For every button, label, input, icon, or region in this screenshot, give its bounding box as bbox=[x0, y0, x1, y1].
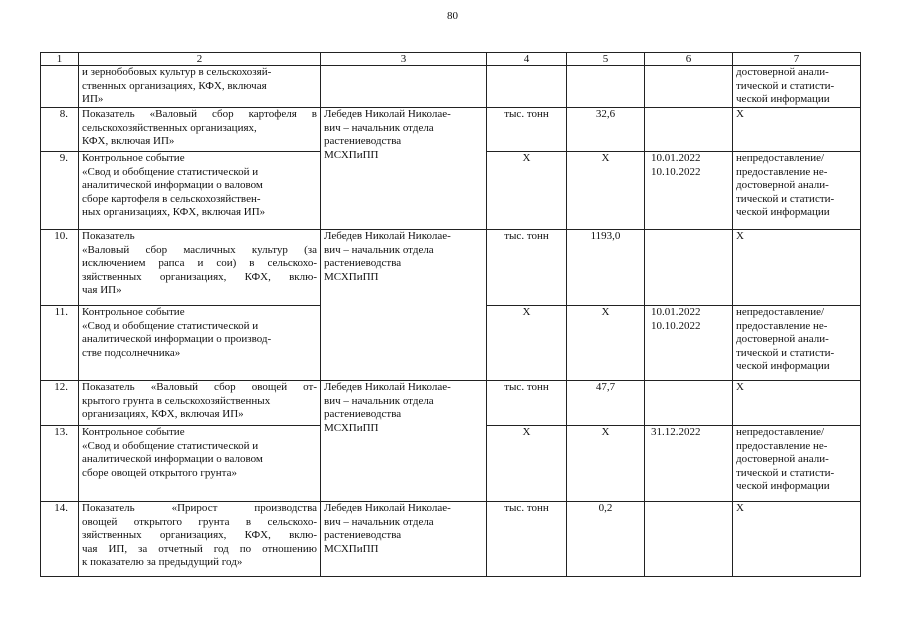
risk-description bbox=[733, 66, 861, 108]
table-row bbox=[41, 502, 861, 577]
row-number: 9. bbox=[41, 152, 79, 230]
row-description-line: сельскохозяйственных организациях, bbox=[82, 121, 257, 134]
column-header: 5 bbox=[567, 53, 645, 66]
risk-description-line: тической и статисти- bbox=[736, 79, 835, 92]
unit-of-measure: тыс. тонн bbox=[487, 230, 567, 306]
row-description bbox=[79, 230, 321, 306]
risk-description bbox=[733, 381, 861, 426]
risk-description-line: Х bbox=[736, 108, 744, 120]
column-header: 7 bbox=[733, 53, 861, 66]
row-description-line: «Валовый сбор масличных культур (за bbox=[82, 243, 317, 256]
deadline-dates bbox=[645, 502, 733, 577]
responsible-person bbox=[321, 230, 487, 381]
responsible-person-line: вич – начальник отдела bbox=[324, 243, 434, 256]
responsible-person-line: Лебедев Николай Николае- bbox=[324, 502, 451, 514]
row-description bbox=[79, 152, 321, 230]
column-header: 3 bbox=[321, 53, 487, 66]
responsible-person-line: растениеводства bbox=[324, 257, 402, 270]
table-row bbox=[41, 108, 861, 152]
control-events-table bbox=[40, 52, 861, 577]
row-number: 13. bbox=[41, 426, 79, 502]
responsible-person-line: растениеводства bbox=[324, 529, 402, 542]
deadline-dates bbox=[645, 66, 733, 108]
risk-description-line: тической и статисти- bbox=[736, 346, 835, 359]
table-row bbox=[41, 66, 861, 108]
row-description bbox=[79, 108, 321, 152]
target-value: 47,7 bbox=[567, 381, 645, 426]
row-description-line: «Свод и обобщение статистической и bbox=[82, 439, 259, 452]
responsible-person-line: МСХПиПП bbox=[324, 148, 379, 161]
row-description-line: ИП» bbox=[82, 93, 104, 106]
risk-description-line: достоверной анали- bbox=[736, 66, 829, 78]
risk-description-line: Х bbox=[736, 502, 744, 514]
row-description-line: чая ИП» bbox=[82, 284, 122, 297]
unit-of-measure bbox=[487, 66, 567, 108]
risk-description bbox=[733, 230, 861, 306]
target-value: 0,2 bbox=[567, 502, 645, 577]
row-description-line: «Свод и обобщение статистической и bbox=[82, 319, 259, 332]
row-description-line: КФХ, включая ИП» bbox=[82, 135, 175, 148]
risk-description-line: непредоставление/ bbox=[736, 152, 825, 164]
row-description-line: ных организациях, КФХ, включая ИП» bbox=[82, 206, 266, 219]
risk-description-line: непредоставление/ bbox=[736, 426, 825, 438]
row-description-line: ственных организациях, КФХ, включая bbox=[82, 79, 267, 92]
target-value: Х bbox=[567, 306, 645, 381]
deadline-dates-line: 31.12.2022 bbox=[651, 426, 701, 438]
row-description bbox=[79, 306, 321, 381]
responsible-person-line: вич – начальник отдела bbox=[324, 515, 434, 528]
risk-description-line: Х bbox=[736, 230, 744, 242]
responsible-person-line: растениеводства bbox=[324, 135, 402, 148]
risk-description bbox=[733, 502, 861, 577]
row-number: 14. bbox=[41, 502, 79, 577]
table-row bbox=[41, 381, 861, 426]
row-description-line: сборе овощей открытого грунта» bbox=[82, 466, 237, 479]
risk-description-line: ческой информации bbox=[736, 480, 830, 493]
responsible-person-line: Лебедев Николай Николае- bbox=[324, 108, 451, 120]
unit-of-measure: Х bbox=[487, 306, 567, 381]
row-description-line: стве подсолнечника» bbox=[82, 346, 181, 359]
risk-description-line: достоверной анали- bbox=[736, 179, 829, 192]
table-row bbox=[41, 230, 861, 306]
unit-of-measure: тыс. тонн bbox=[487, 502, 567, 577]
responsible-person-line: вич – начальник отдела bbox=[324, 121, 434, 134]
risk-description bbox=[733, 108, 861, 152]
row-description-line: Контрольное событие bbox=[82, 152, 185, 164]
responsible-person bbox=[321, 108, 487, 230]
risk-description-line: непредоставление/ bbox=[736, 306, 825, 318]
row-description-line: сборе картофеля в сельскохозяйствен- bbox=[82, 192, 261, 205]
target-value bbox=[567, 66, 645, 108]
row-description bbox=[79, 426, 321, 502]
risk-description bbox=[733, 306, 861, 381]
row-description-line: к показателю за предыдущий год» bbox=[82, 556, 243, 569]
responsible-person-line: вич – начальник отдела bbox=[324, 394, 434, 407]
row-description-line: Контрольное событие bbox=[82, 426, 185, 438]
risk-description-line: предоставление не- bbox=[736, 319, 828, 332]
row-description bbox=[79, 381, 321, 426]
risk-description-line: ческой информации bbox=[736, 206, 830, 219]
row-description-line: Показатель «Валовый сбор овощей от- bbox=[82, 381, 317, 393]
target-value: 1193,0 bbox=[567, 230, 645, 306]
row-description bbox=[79, 502, 321, 577]
row-description-line: аналитической информации о валовом bbox=[82, 179, 263, 192]
unit-of-measure: тыс. тонн bbox=[487, 108, 567, 152]
column-header: 2 bbox=[79, 53, 321, 66]
column-header: 6 bbox=[645, 53, 733, 66]
responsible-person-line: Лебедев Николай Николае- bbox=[324, 230, 451, 242]
risk-description-line: тической и статисти- bbox=[736, 192, 835, 205]
row-description-line: Показатель bbox=[82, 230, 135, 242]
row-description-line: чая ИП, за отчетный год по отношению bbox=[82, 542, 317, 555]
deadline-dates-line: 10.01.2022 bbox=[651, 152, 701, 164]
responsible-person-line: растениеводства bbox=[324, 408, 402, 421]
deadline-dates-line: 10.01.2022 bbox=[651, 306, 701, 318]
target-value: Х bbox=[567, 426, 645, 502]
row-description-line: исключением рапса и сои) в сельскохо- bbox=[82, 257, 317, 270]
deadline-dates bbox=[645, 152, 733, 230]
column-header-row bbox=[41, 53, 861, 66]
row-description-line: зяйственных организациях, КФХ, вклю- bbox=[82, 270, 317, 283]
row-description-line: организациях, КФХ, включая ИП» bbox=[82, 408, 244, 421]
deadline-dates bbox=[645, 306, 733, 381]
responsible-person bbox=[321, 381, 487, 502]
row-number: 11. bbox=[41, 306, 79, 381]
row-description-line: Контрольное событие bbox=[82, 306, 185, 318]
risk-description-line: достоверной анали- bbox=[736, 333, 829, 346]
risk-description bbox=[733, 426, 861, 502]
deadline-dates-line: 10.10.2022 bbox=[651, 165, 701, 178]
risk-description-line: Х bbox=[736, 381, 744, 393]
risk-description-line: тической и статисти- bbox=[736, 466, 835, 479]
responsible-person-line: МСХПиПП bbox=[324, 542, 379, 555]
row-description-line: аналитической информации о производ- bbox=[82, 333, 272, 346]
target-value: Х bbox=[567, 152, 645, 230]
responsible-person bbox=[321, 66, 487, 108]
risk-description-line: предоставление не- bbox=[736, 165, 828, 178]
risk-description-line: достоверной анали- bbox=[736, 453, 829, 466]
risk-description-line: ческой информации bbox=[736, 360, 830, 373]
row-number: 10. bbox=[41, 230, 79, 306]
deadline-dates bbox=[645, 230, 733, 306]
risk-description-line: предоставление не- bbox=[736, 439, 828, 452]
deadline-dates bbox=[645, 381, 733, 426]
column-header: 4 bbox=[487, 53, 567, 66]
row-description-line: овощей открытого грунта в сельскохо- bbox=[82, 515, 317, 528]
risk-description-line: ческой информации bbox=[736, 93, 830, 106]
unit-of-measure: тыс. тонн bbox=[487, 381, 567, 426]
row-description-line: Показатель «Валовый сбор картофеля в bbox=[82, 108, 317, 120]
risk-description bbox=[733, 152, 861, 230]
responsible-person-line: МСХПиПП bbox=[324, 421, 379, 434]
row-description-line: «Свод и обобщение статистической и bbox=[82, 165, 259, 178]
row-description-line: зяйственных организациях, КФХ, вклю- bbox=[82, 529, 317, 542]
unit-of-measure: Х bbox=[487, 152, 567, 230]
column-header: 1 bbox=[41, 53, 79, 66]
unit-of-measure: Х bbox=[487, 426, 567, 502]
row-number: 12. bbox=[41, 381, 79, 426]
responsible-person-line: Лебедев Николай Николае- bbox=[324, 381, 451, 393]
row-description-line: крытого грунта в сельскохозяйственных bbox=[82, 394, 271, 407]
row-number: 8. bbox=[41, 108, 79, 152]
responsible-person-line: МСХПиПП bbox=[324, 270, 379, 283]
responsible-person bbox=[321, 502, 487, 577]
row-number bbox=[41, 66, 79, 108]
row-description bbox=[79, 66, 321, 108]
row-description-line: и зернобобовых культур в сельскохозяй- bbox=[82, 66, 272, 78]
deadline-dates bbox=[645, 108, 733, 152]
row-description-line: Показатель «Прирост производства bbox=[82, 502, 317, 514]
table-body bbox=[41, 53, 861, 577]
row-description-line: аналитической информации о валовом bbox=[82, 453, 263, 466]
deadline-dates-line: 10.10.2022 bbox=[651, 319, 701, 332]
target-value: 32,6 bbox=[567, 108, 645, 152]
deadline-dates bbox=[645, 426, 733, 502]
page-number: 80 bbox=[447, 10, 458, 22]
